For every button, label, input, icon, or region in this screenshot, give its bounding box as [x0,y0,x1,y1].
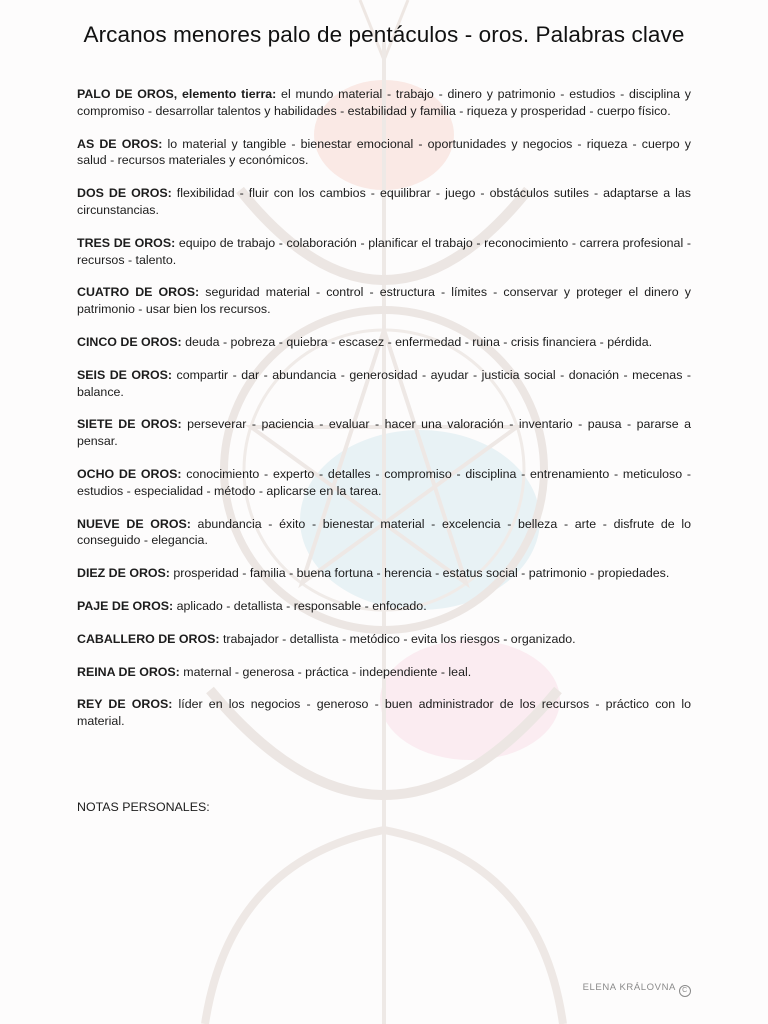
entry-caballero-de-oros [77,631,691,648]
entry-text: aplicado - detallista - responsable - enfocado. [173,598,427,613]
entry-rey-de-oros [77,696,691,730]
entry-label: SIETE DE OROS: [77,417,182,432]
entry-label: DOS DE OROS: [77,186,172,201]
entry-diez-de-oros [77,565,691,582]
entry-paje-de-oros [77,598,691,615]
entry-label: OCHO DE OROS: [77,466,182,481]
entry-text: líder en los negocios - generoso - buen administrador de los recursos - práctico con lo material. [77,697,691,729]
entry-cinco-de-oros [77,334,691,351]
entry-label: REINA DE OROS: [77,664,180,679]
entry-seis-de-oros [77,367,691,401]
entry-nueve-de-oros [77,516,691,550]
entry-label: AS DE OROS: [77,136,163,151]
keyword-list [77,86,691,730]
entry-palo-de-oros [77,86,691,120]
watermark-bottom-arc-left [205,830,384,1024]
entry-text: el mundo material - trabajo - dinero y patrimonio - estudios - disciplina y compromiso - desarrollar talentos y habilidades - estabilidad y familia - riqueza y prosperidad - cuerpo físico. [77,87,691,118]
entry-label: CABALLERO DE OROS: [77,631,220,646]
footer-credit [583,982,691,997]
watermark-bottom-arc-right [384,830,563,1024]
author-name: ELENA KRÁLOVNA [582,982,676,993]
entry-label: CUATRO DE OROS: [77,285,200,300]
entry-label: TRES DE OROS: [77,235,176,250]
entry-cuatro-de-oros [77,284,691,318]
entry-text: trabajador - detallista - metódico - evita los riesgos - organizado. [219,631,576,646]
entry-text: lo material y tangible - bienestar emocional - oportunidades y negocios - riqueza - cuerpo y salud - recursos materiales y económicos. [77,136,691,168]
entry-label: CINCO DE OROS: [77,334,182,349]
entry-label: DIEZ DE OROS: [77,566,170,581]
entry-text: deuda - pobreza - quiebra - escasez - enfermedad - ruina - crisis financiera - pérdida. [181,334,653,349]
entry-dos-de-oros [77,185,691,219]
entry-text: perseverar - paciencia - evaluar - hacer una valoración - inventario - pausa - pararse a pensar. [77,417,691,449]
entry-label: SEIS DE OROS: [77,367,173,382]
entry-label: PALO DE OROS, elemento tierra: [77,87,277,101]
entry-text: maternal - generosa - práctica - independiente - leal. [179,664,472,679]
entry-text: flexibilidad - fluir con los cambios - equilibrar - juego - obstáculos sutiles - adaptarse a las circunstancias. [77,186,692,217]
notes-label: NOTAS PERSONALES: [77,800,210,814]
entry-text: abundancia - éxito - bienestar material - excelencia - belleza - arte - disfrute de lo conseguido - elegancia. [77,516,691,548]
entry-text: prosperidad - familia - buena fortuna - herencia - estatus social - patrimonio - propiedades. [169,566,670,581]
entry-ocho-de-oros [77,466,691,500]
entry-label: NUEVE DE OROS: [77,516,191,531]
entry-as-de-oros [77,136,691,170]
entry-label: PAJE DE OROS: [77,598,174,613]
entry-reina-de-oros [77,664,691,681]
entry-siete-de-oros [77,416,691,450]
page-title: Arcanos menores palo de pentáculos - oros. Palabras clave [83,22,685,47]
entry-text: compartir - dar - abundancia - generosidad - ayudar - justicia social - donación - mecenas - balance. [77,367,691,399]
entry-label: REY DE OROS: [77,697,173,712]
entry-text: seguridad material - control - estructura - límites - conservar y proteger el dinero y patrimonio - usar bien los recursos. [77,285,691,317]
entry-tres-de-oros [77,235,691,269]
entry-text: equipo de trabajo - colaboración - planificar el trabajo - reconocimiento - carrera profesional - recursos - talento. [77,235,691,267]
entry-text: conocimiento - experto - detalles - compromiso - disciplina - entrenamiento - meticuloso - estudios - especialidad - método - aplicarse en la tarea. [77,466,691,498]
copyright-icon: C [679,985,691,997]
